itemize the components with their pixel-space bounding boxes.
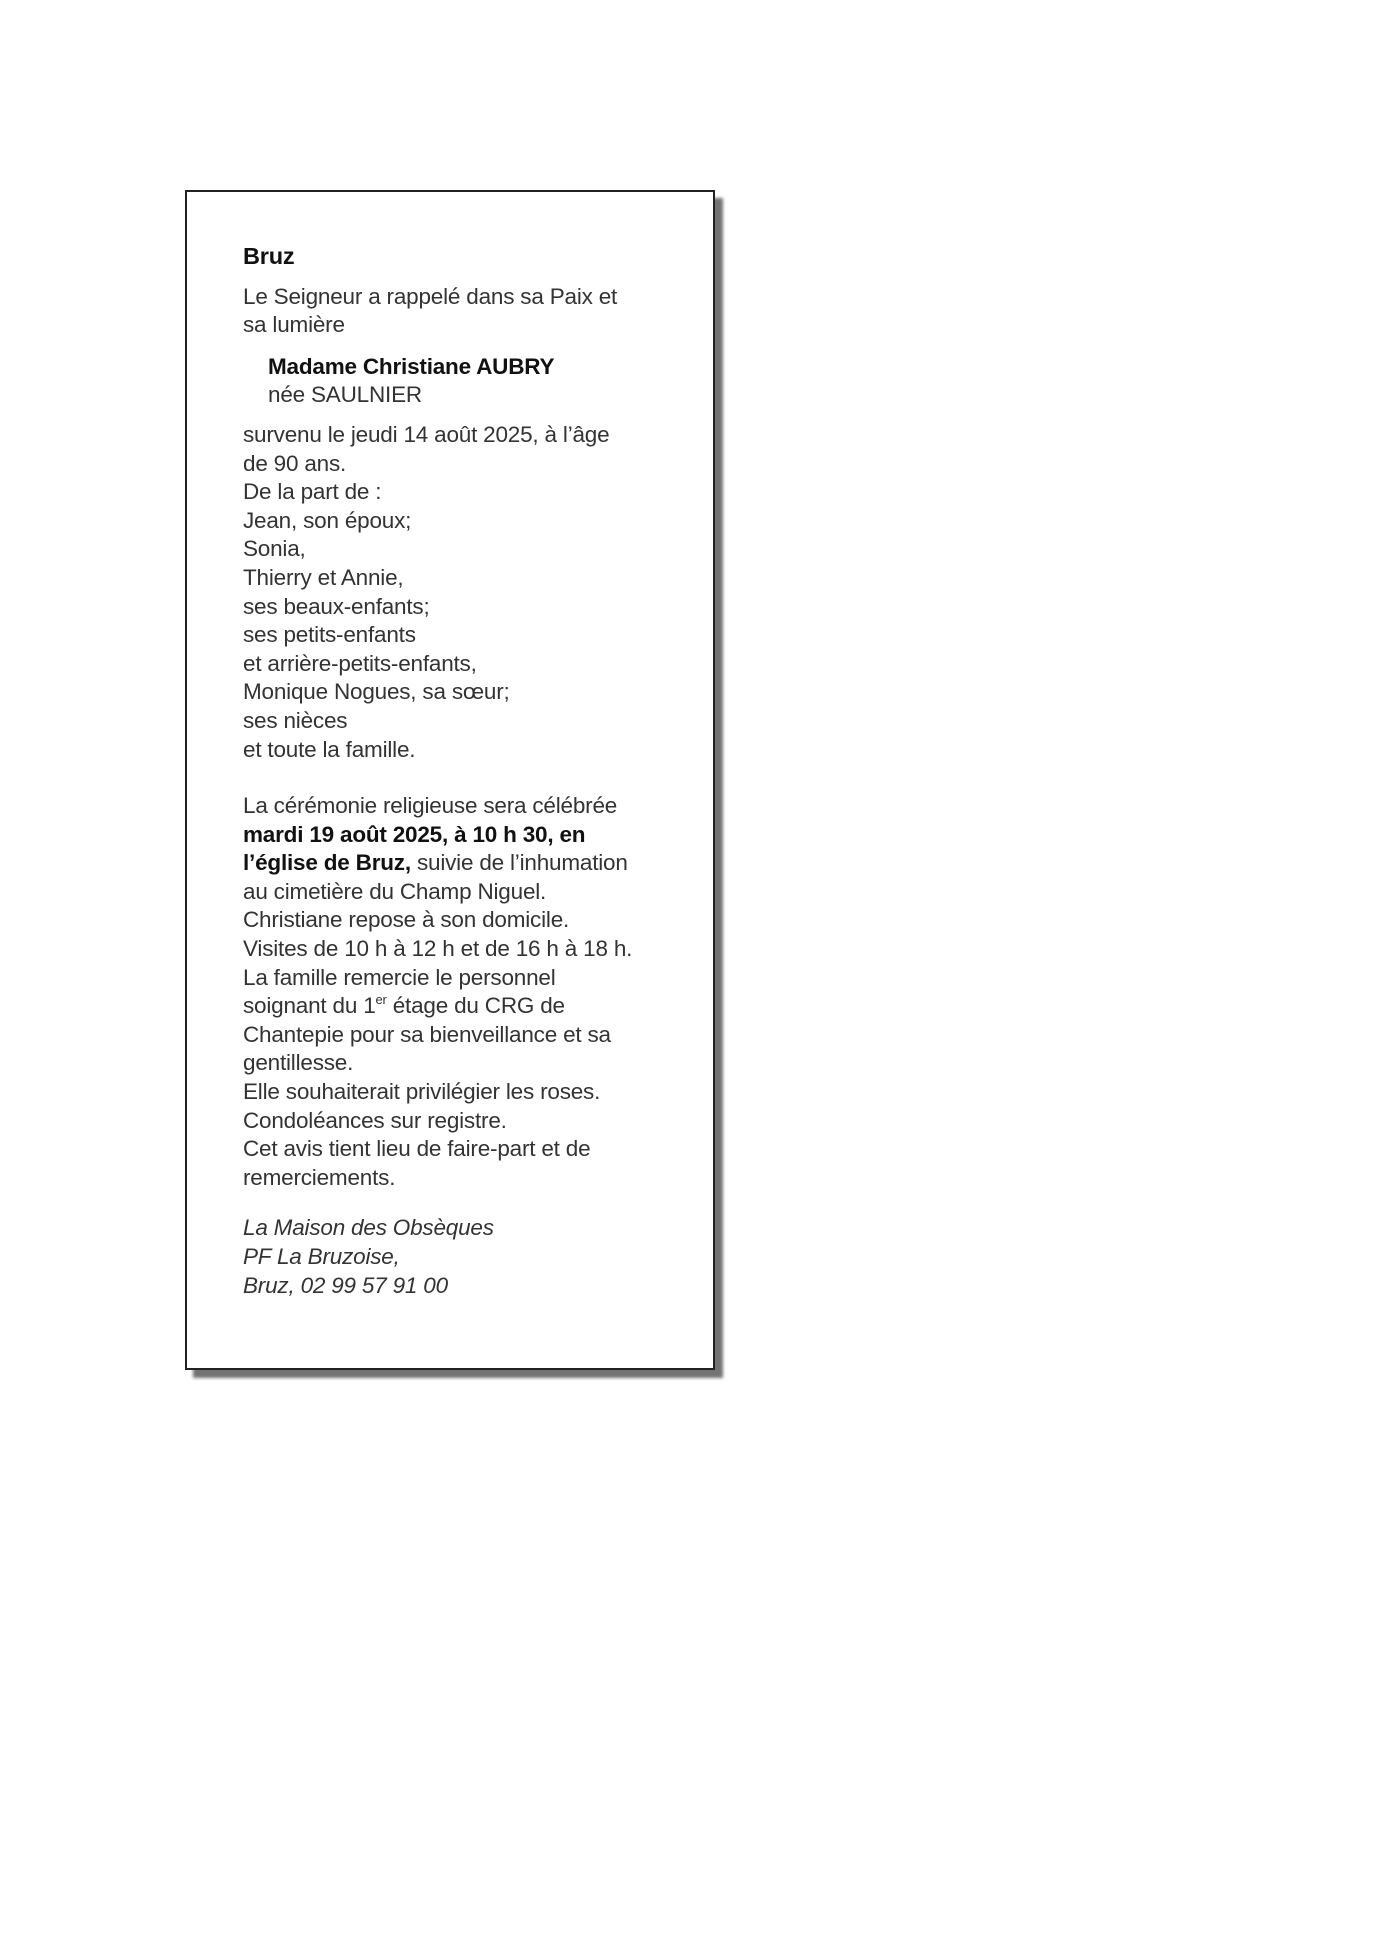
detail-line: de 90 ans. bbox=[243, 450, 347, 476]
ceremony-burial: suivie de l’inhumation bbox=[410, 850, 628, 876]
ceremony-place: l’église de Bruz, bbox=[243, 850, 411, 876]
detail-line: et toute la famille. bbox=[243, 736, 416, 762]
funeral-home-contact: Bruz, 02 99 57 91 00 bbox=[243, 1272, 448, 1298]
paragraph-gap bbox=[243, 764, 683, 792]
funeral-home-line: PF La Bruzoise, bbox=[243, 1244, 400, 1269]
funeral-home bbox=[243, 1214, 683, 1300]
ceremony-line: Visites de 10 h à 12 h et de 16 h à 18 h. bbox=[243, 936, 633, 962]
ceremony-line: Elle souhaiterait privilégier les roses. bbox=[243, 1079, 601, 1105]
detail-line: Sonia, bbox=[243, 536, 306, 562]
detail-line: Jean, son époux; bbox=[243, 507, 412, 533]
maiden-name: née SAULNIER bbox=[268, 382, 422, 408]
ceremony-line: La cérémonie religieuse sera célébrée bbox=[243, 793, 618, 819]
ceremony-details bbox=[243, 792, 683, 1192]
detail-line: De la part de : bbox=[243, 479, 382, 505]
ceremony-line: remerciements. bbox=[243, 1164, 396, 1190]
detail-line: ses beaux-enfants; bbox=[243, 593, 430, 619]
notice-content bbox=[243, 242, 683, 1300]
ordinal-superscript: er bbox=[375, 992, 387, 1008]
ceremony-date: mardi 19 août 2025, à 10 h 30, en bbox=[243, 821, 586, 847]
ceremony-line: au cimetière du Champ Niguel. bbox=[243, 878, 547, 904]
ceremony-text: étage du CRG de bbox=[386, 993, 565, 1019]
ceremony-line bbox=[243, 992, 683, 1021]
ceremony-text: soignant du 1 bbox=[243, 993, 376, 1019]
ceremony-line: La famille remercie le personnel bbox=[243, 964, 556, 990]
detail-line: Monique Nogues, sa sœur; bbox=[243, 679, 510, 705]
detail-line: survenu le jeudi 14 août 2025, à l’âge bbox=[243, 421, 610, 447]
ceremony-line: Condoléances sur registre. bbox=[243, 1107, 507, 1133]
intro-line: Le Seigneur a rappelé dans sa Paix et bbox=[243, 283, 618, 309]
obituary-notice bbox=[185, 190, 715, 1370]
ceremony-line: Cet avis tient lieu de faire-part et de bbox=[243, 1136, 591, 1162]
deceased-name: Madame Christiane AUBRY bbox=[268, 353, 555, 379]
notice-city: Bruz bbox=[243, 243, 295, 269]
detail-line: Thierry et Annie, bbox=[243, 564, 404, 590]
detail-line: et arrière-petits-enfants, bbox=[243, 650, 477, 676]
deceased-name-block bbox=[268, 353, 683, 410]
ceremony-line: Christiane repose à son domicile. bbox=[243, 907, 570, 933]
ceremony-line: Chantepie pour sa bienveillance et sa bbox=[243, 1021, 611, 1047]
family-details bbox=[243, 421, 683, 764]
funeral-home-line: La Maison des Obsèques bbox=[243, 1215, 494, 1241]
detail-line: ses petits-enfants bbox=[243, 622, 416, 648]
paragraph-gap bbox=[243, 1192, 683, 1214]
intro-line: sa lumière bbox=[243, 312, 345, 338]
ceremony-line bbox=[243, 849, 683, 878]
detail-line: ses nièces bbox=[243, 707, 348, 733]
ceremony-line: gentillesse. bbox=[243, 1050, 354, 1076]
